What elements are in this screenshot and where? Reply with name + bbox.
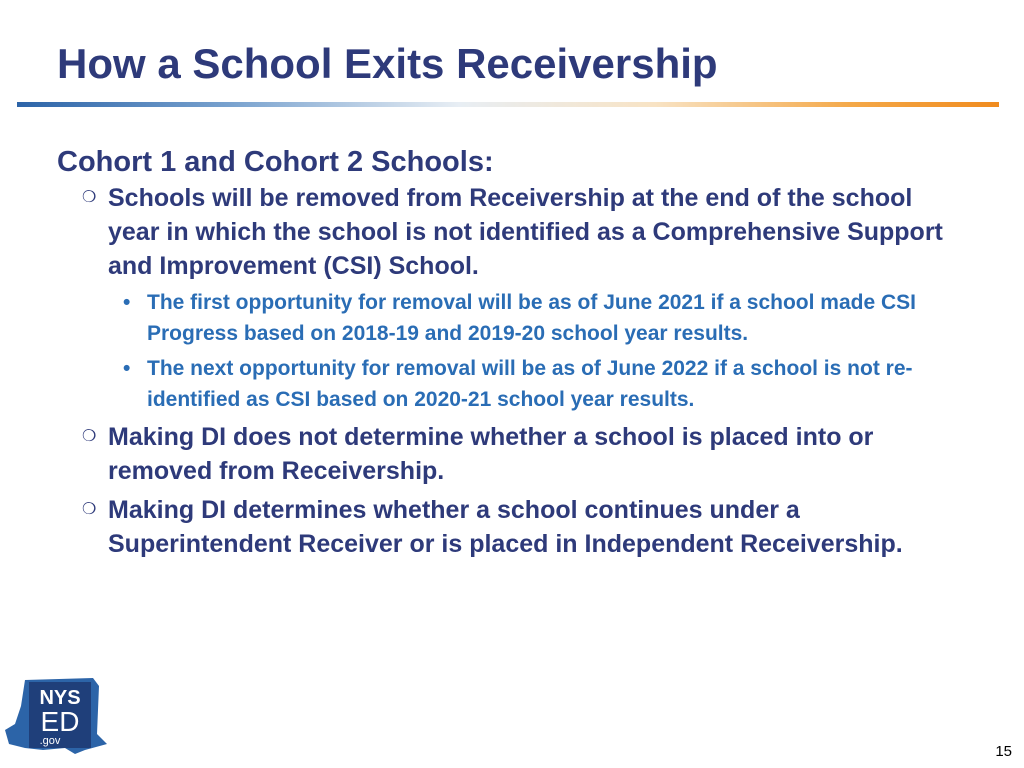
logo-text-ed: ED — [40, 706, 80, 737]
logo-text-nys: NYS — [39, 687, 81, 709]
cohort-subheading: Cohort 1 and Cohort 2 Schools: — [57, 146, 494, 178]
sub-bullet-june-2021 — [57, 287, 957, 349]
bullet-removal-from-receivership — [57, 181, 957, 283]
sub-bullet-dot-icon: • — [123, 357, 131, 380]
sub-bullet-dot-icon: • — [123, 291, 131, 314]
slide-body — [57, 144, 957, 561]
hollow-circle-bullet-icon: ❍ — [82, 189, 97, 206]
sub-bullet-text: The first opportunity for removal will be as of June 2021 if a school made CSI Progress based on 2018-19 and 2019-20 school year results. — [147, 291, 917, 345]
title-divider — [17, 102, 999, 107]
hollow-circle-bullet-icon: ❍ — [82, 428, 97, 445]
bullet-di-not-determine — [57, 420, 957, 488]
sub-bullet-june-2022 — [57, 353, 957, 415]
bullet-di-determines — [57, 493, 957, 561]
bullet-text: Schools will be removed from Receivership at the end of the school year in which the school is not identified as a Comprehensive Support and Improvement (CSI) School. — [108, 184, 943, 280]
nysed-logo — [3, 676, 111, 756]
sub-bullet-text: The next opportunity for removal will be as of June 2022 if a school is not re-identified as CSI based on 2020-21 school year results. — [147, 357, 913, 411]
logo-text-gov: .gov — [39, 735, 61, 747]
slide-title: How a School Exits Receivership — [57, 40, 718, 87]
bullet-text: Making DI determines whether a school continues under a Superintendent Receiver or is placed in Independent Receivership. — [108, 496, 903, 558]
bullet-text: Making DI does not determine whether a school is placed into or removed from Receivership. — [108, 423, 874, 485]
page-number: 15 — [995, 743, 1012, 760]
hollow-circle-bullet-icon: ❍ — [82, 501, 97, 518]
